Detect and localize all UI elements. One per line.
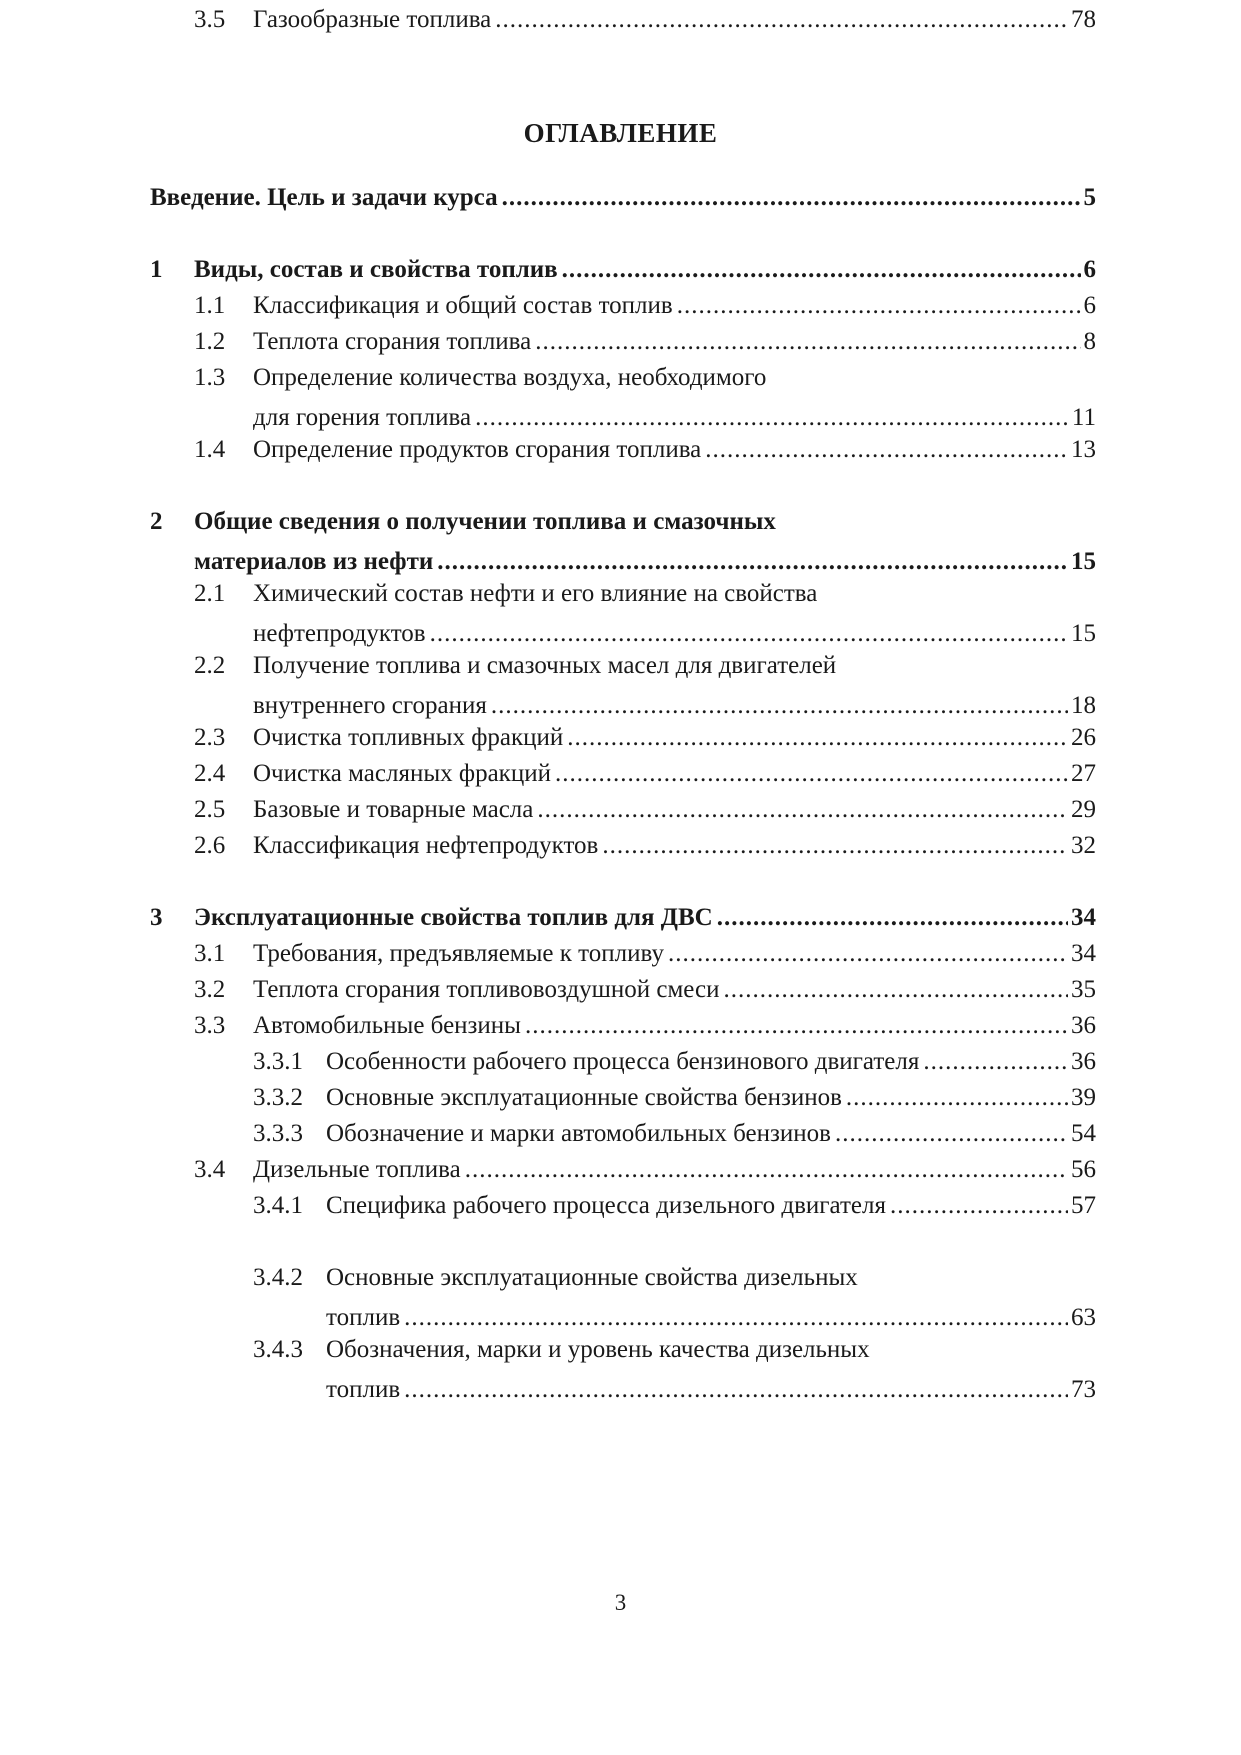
- toc-entry-page: 78: [1071, 6, 1096, 33]
- toc-leader-dots: [404, 1370, 1068, 1410]
- toc-entry-page: 56: [1071, 1156, 1096, 1183]
- toc-entry-page: 35: [1071, 976, 1096, 1003]
- toc-entry-line: [150, 286, 1096, 326]
- toc-entry-title: материалов из нефти: [194, 548, 434, 575]
- toc-entry-title: Специфика рабочего процесса дизельного двигателя: [326, 1192, 886, 1219]
- toc-entry-line: [150, 430, 1096, 470]
- toc-entry-page: 39: [1071, 1084, 1096, 1111]
- toc-entry-line: [150, 934, 1096, 974]
- toc-entry-title: внутреннего сгорания: [253, 692, 487, 719]
- toc-entry-page: 11: [1071, 404, 1096, 431]
- toc-leader-dots: [562, 250, 1081, 290]
- toc-entry-line: [150, 502, 1096, 542]
- toc-entry-line: [150, 790, 1096, 830]
- toc-entry-title: Автомобильные бензины: [253, 1012, 521, 1039]
- toc-entry: [150, 286, 1096, 326]
- toc-entry-line: [150, 1186, 1096, 1226]
- toc-entry-line: [150, 1114, 1096, 1154]
- toc-leader-dots: [502, 178, 1081, 218]
- toc-entry-title: Общие сведения о получении топлива и смазочных: [194, 508, 776, 535]
- toc-entry-line: [150, 754, 1096, 794]
- toc-entry-page: 29: [1071, 796, 1096, 823]
- toc-entry: [150, 970, 1096, 1010]
- toc-entry-number: 2: [150, 508, 163, 535]
- toc-entry-title: Обозначение и марки автомобильных бензинов: [326, 1120, 831, 1147]
- toc-entry: [150, 0, 1096, 40]
- toc-entry: [150, 790, 1096, 830]
- toc-entry-title: Очистка топливных фракций: [253, 724, 564, 751]
- toc-entry-line: [150, 1258, 1096, 1298]
- toc-entry-number: 3.5: [194, 6, 226, 33]
- toc-entry-page: 27: [1071, 760, 1096, 787]
- toc-leader-dots: [555, 754, 1068, 794]
- page-title: ОГЛАВЛЕНИЕ: [523, 118, 718, 148]
- toc-entry: [150, 1078, 1096, 1118]
- toc-entry: [150, 1330, 1096, 1410]
- toc-entry-page: 13: [1071, 436, 1096, 463]
- toc-entry-page: 63: [1071, 1304, 1096, 1331]
- toc-entry-line: [150, 1006, 1096, 1046]
- toc-entry-number: 1.1: [194, 292, 226, 319]
- toc-entry-page: 54: [1071, 1120, 1096, 1147]
- toc-leader-dots: [677, 286, 1081, 326]
- toc-entry-number: 3: [150, 904, 163, 931]
- toc-entry-number: 3.3.1: [253, 1048, 303, 1075]
- toc-entry-title: Введение. Цель и задачи курса: [150, 184, 498, 211]
- toc-entry-title: Определение количества воздуха, необходимого: [253, 364, 767, 391]
- toc-entry: [150, 1114, 1096, 1154]
- toc-entry-page: 34: [1071, 940, 1096, 967]
- toc-entry-page: 36: [1071, 1012, 1096, 1039]
- toc-entry-title: Газообразные топлива: [253, 6, 492, 33]
- toc-entry-number: 3.4.2: [253, 1264, 303, 1291]
- toc-leader-dots: [723, 970, 1068, 1010]
- toc-entry-line: [150, 250, 1096, 290]
- toc-entry-title: нефтепродуктов: [253, 620, 426, 647]
- toc-leader-dots: [835, 1114, 1068, 1154]
- toc-entry-title: Эксплуатационные свойства топлив для ДВС: [194, 904, 713, 931]
- toc-entry-number: 1.3: [194, 364, 226, 391]
- toc-entry: [150, 826, 1096, 866]
- toc-entry-title: Основные эксплуатационные свойства дизельных: [326, 1264, 858, 1291]
- toc-entry-number: 3.4.1: [253, 1192, 303, 1219]
- toc-entry-number: 2.6: [194, 832, 226, 859]
- toc-entry-page: 15: [1071, 548, 1096, 575]
- toc-entry-title: топлив: [326, 1376, 401, 1403]
- toc-entry-line: [150, 1150, 1096, 1190]
- toc-entry-title: Требования, предъявляемые к топливу: [253, 940, 664, 967]
- toc-leader-dots: [705, 430, 1068, 470]
- toc-entry-line: [150, 0, 1096, 40]
- toc-entry-page: 32: [1071, 832, 1096, 859]
- toc-entry-number: 1.4: [194, 436, 226, 463]
- toc-entry-page: 5: [1083, 184, 1096, 211]
- toc-entry-number: 1.2: [194, 328, 226, 355]
- toc-entry-number: 2.5: [194, 796, 226, 823]
- toc-leader-dots: [567, 718, 1068, 758]
- toc-entry-line: [150, 1042, 1096, 1082]
- toc-entry-page: 34: [1071, 904, 1096, 931]
- toc-leader-dots: [465, 1150, 1068, 1190]
- toc-entry-number: 3.3.2: [253, 1084, 303, 1111]
- toc-entry-title: Очистка масляных фракций: [253, 760, 551, 787]
- toc-entry-number: 2.2: [194, 652, 226, 679]
- toc-leader-dots: [923, 1042, 1068, 1082]
- toc-entry-title: Основные эксплуатационные свойства бензинов: [326, 1084, 842, 1111]
- toc-entry-page: 26: [1071, 724, 1096, 751]
- toc-entry-line: [150, 178, 1096, 218]
- toc-entry-page: 36: [1071, 1048, 1096, 1075]
- toc-leader-dots: [668, 934, 1068, 974]
- toc-entry-title: топлив: [326, 1304, 401, 1331]
- toc-entry: [150, 1006, 1096, 1046]
- toc-entry: [150, 1186, 1096, 1226]
- toc-entry: [150, 1042, 1096, 1082]
- toc-entry-title: Классификация и общий состав топлив: [253, 292, 673, 319]
- toc-entry-title: Теплота сгорания топливовоздушной смеси: [253, 976, 720, 1003]
- toc-leader-dots: [495, 0, 1068, 40]
- toc-entry: [150, 574, 1096, 654]
- toc-entry-number: 3.3.3: [253, 1120, 303, 1147]
- toc-leader-dots: [535, 322, 1080, 362]
- toc-leader-dots: [890, 1186, 1068, 1226]
- toc-entry-title: Классификация нефтепродуктов: [253, 832, 599, 859]
- toc-entry: [150, 502, 1096, 582]
- toc-entry-title: Теплота сгорания топлива: [253, 328, 532, 355]
- toc-entry-title: Обозначения, марки и уровень качества дизельных: [326, 1336, 870, 1363]
- page-number: 3: [614, 1590, 627, 1615]
- toc-leader-dots: [525, 1006, 1068, 1046]
- toc-entry-line: [150, 358, 1096, 398]
- toc-entry-number: 2.4: [194, 760, 226, 787]
- toc-entry-line: [150, 718, 1096, 758]
- toc-entry-title: Определение продуктов сгорания топлива: [253, 436, 702, 463]
- toc-entry: [150, 934, 1096, 974]
- toc-entry-number: 2.1: [194, 580, 226, 607]
- toc-entry: [150, 358, 1096, 438]
- toc-entry-line: [150, 826, 1096, 866]
- toc-entry: [150, 1258, 1096, 1338]
- toc-entry-line: [150, 574, 1096, 614]
- toc-entry: [150, 178, 1096, 218]
- toc-entry-title: Химический состав нефти и его влияние на свойства: [253, 580, 818, 607]
- toc-entry-title: Получение топлива и смазочных масел для двигателей: [253, 652, 837, 679]
- toc-entry: [150, 430, 1096, 470]
- toc-entry-page: 6: [1083, 256, 1096, 283]
- toc-entry-line: [150, 970, 1096, 1010]
- toc-entry-number: 2.3: [194, 724, 226, 751]
- toc-entry-number: 3.4: [194, 1156, 226, 1183]
- toc-entry-page: 6: [1083, 292, 1096, 319]
- toc-entry-line: [150, 322, 1096, 362]
- toc-entry: [150, 646, 1096, 726]
- toc-entry-page: 73: [1071, 1376, 1096, 1403]
- toc-entry: [150, 1150, 1096, 1190]
- toc-entry-title: Виды, состав и свойства топлив: [194, 256, 558, 283]
- toc-leader-dots: [846, 1078, 1068, 1118]
- toc-entry: [150, 754, 1096, 794]
- toc-entry-line: [150, 1330, 1096, 1370]
- toc-entry-page: 18: [1071, 692, 1096, 719]
- toc-entry: [150, 322, 1096, 362]
- toc-entry-page: 15: [1071, 620, 1096, 647]
- toc-leader-dots: [537, 790, 1068, 830]
- toc-entry-title: Дизельные топлива: [253, 1156, 461, 1183]
- toc-entry: [150, 250, 1096, 290]
- toc-entry-line: [150, 898, 1096, 938]
- toc-entry-number: 3.2: [194, 976, 226, 1003]
- toc-entry: [150, 718, 1096, 758]
- toc-entry-continuation: [150, 1370, 1096, 1410]
- toc-entry: [150, 898, 1096, 938]
- toc-leader-dots: [717, 898, 1068, 938]
- toc-entry-page: 8: [1083, 328, 1096, 355]
- toc-leader-dots: [602, 826, 1068, 866]
- toc-entry-title: Особенности рабочего процесса бензинового двигателя: [326, 1048, 920, 1075]
- toc-entry-number: 3.4.3: [253, 1336, 303, 1363]
- toc-entry-title: для горения топлива: [253, 404, 472, 431]
- toc-entry-number: 3.1: [194, 940, 226, 967]
- toc-entry-page: 57: [1071, 1192, 1096, 1219]
- toc-entry-line: [150, 1078, 1096, 1118]
- toc-entry-title: Базовые и товарные масла: [253, 796, 534, 823]
- toc-entry-number: 3.3: [194, 1012, 226, 1039]
- toc-entry-number: 1: [150, 256, 163, 283]
- toc-entry-line: [150, 646, 1096, 686]
